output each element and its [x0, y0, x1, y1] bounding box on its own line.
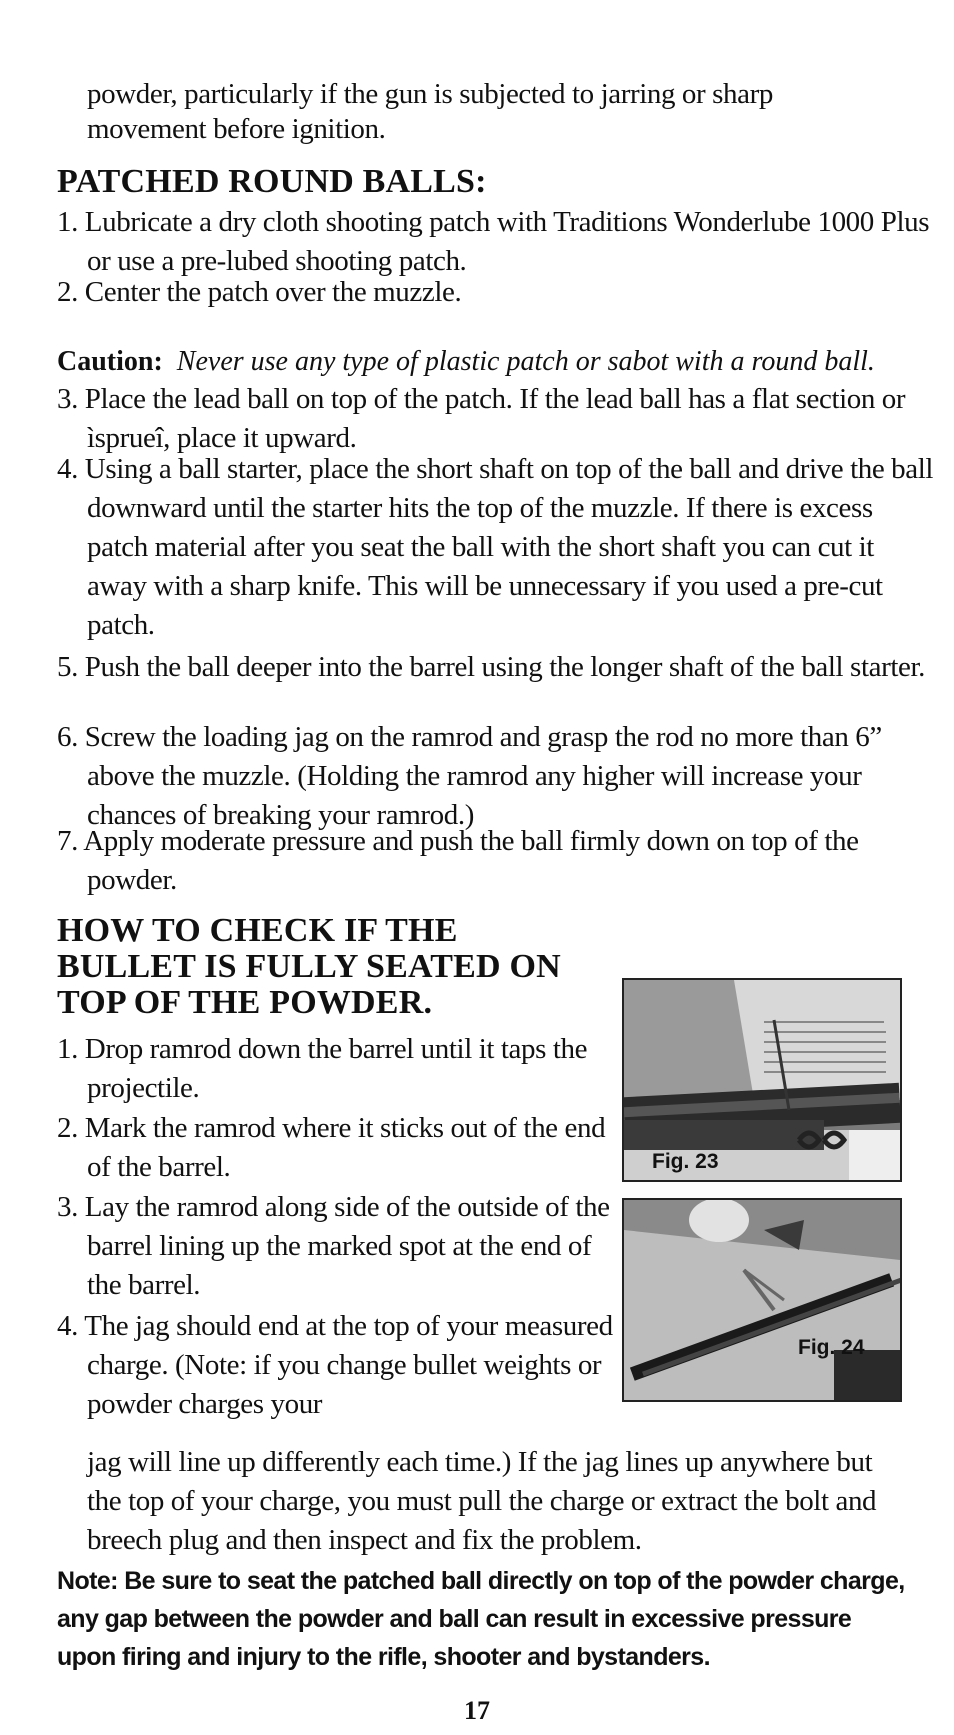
section-heading-line-1: HOW TO CHECK IF THE [57, 912, 458, 949]
step-1-lubricate: 1. Lubricate a dry cloth shooting patch with Traditions Wonderlube 1000 Plus or use a pre-lubed shooting patch. [57, 206, 930, 277]
figure-23-photo [622, 978, 902, 1182]
figure-24-label: Fig. 24 [798, 1336, 865, 1359]
check-step-2: 2. Mark the ramrod where it sticks out of the end of the barrel. [57, 1112, 606, 1183]
figure-23-label: Fig. 23 [652, 1150, 719, 1173]
caution-line [57, 342, 875, 381]
intro-line-2: movement before ignition. [87, 113, 386, 145]
check-step-4-part-b: jag will line up differently each time.) If the jag lines up anywhere but the top of your charge, you must pull the charge or extract the bolt and breech plug and then inspect and fix the problem. [87, 1446, 877, 1556]
check-step-1: 1. Drop ramrod down the barrel until it taps the projectile. [57, 1033, 588, 1104]
step-6-loading-jag: 6. Screw the loading jag on the ramrod and grasp the rod no more than 6” above the muzzle. (Holding the ramrod any higher will increase your chances of breaking your ramrod.) [57, 721, 882, 831]
section-heading-line-3: TOP OF THE POWDER. [57, 984, 433, 1021]
caution-label: Caution: [57, 346, 163, 377]
section-heading-line-2: BULLET IS FULLY SEATED ON [57, 948, 561, 985]
step-2-center-patch: 2. Center the patch over the muzzle. [57, 276, 462, 308]
step-7-apply-pressure: 7. Apply moderate pressure and push the ball firmly down on top of the powder. [57, 825, 859, 896]
safety-note: Note: Be sure to seat the patched ball directly on top of the powder charge, any gap between the powder and ball can result in excessive pressure upon firing and injury to the rifle, shooter and bystanders. [57, 1567, 905, 1671]
figure-24-photo [622, 1198, 902, 1402]
check-step-3: 3. Lay the ramrod along side of the outside of the barrel lining up the marked spot at the end of the barrel. [57, 1191, 610, 1301]
section-heading-patched-round-balls: PATCHED ROUND BALLS: [57, 163, 487, 200]
step-5-push-ball: 5. Push the ball deeper into the barrel using the longer shaft of the ball starter. [57, 651, 925, 683]
figure-24-illustration [624, 1200, 900, 1400]
intro-line-1: powder, particularly if the gun is subjected to jarring or sharp [87, 78, 773, 110]
check-step-4-part-a: 4. The jag should end at the top of your measured charge. (Note: if you change bullet weights or powder charges your [57, 1310, 613, 1420]
step-4-ball-starter: 4. Using a ball starter, place the short shaft on top of the ball and drive the ball downward until the starter hits the top of the muzzle. If there is excess patch material after you seat the ball with the short shaft you can cut it away with a sharp knife. This will be unnecessary if you used a pre-cut patch. [57, 453, 934, 641]
step-3-place-ball: 3. Place the lead ball on top of the patch. If the lead ball has a flat section or ìspruеî, place it upward. [57, 383, 906, 454]
caution-text: Never use any type of plastic patch or sabot with a round ball. [176, 346, 875, 377]
page-number: 17 [464, 1696, 490, 1725]
